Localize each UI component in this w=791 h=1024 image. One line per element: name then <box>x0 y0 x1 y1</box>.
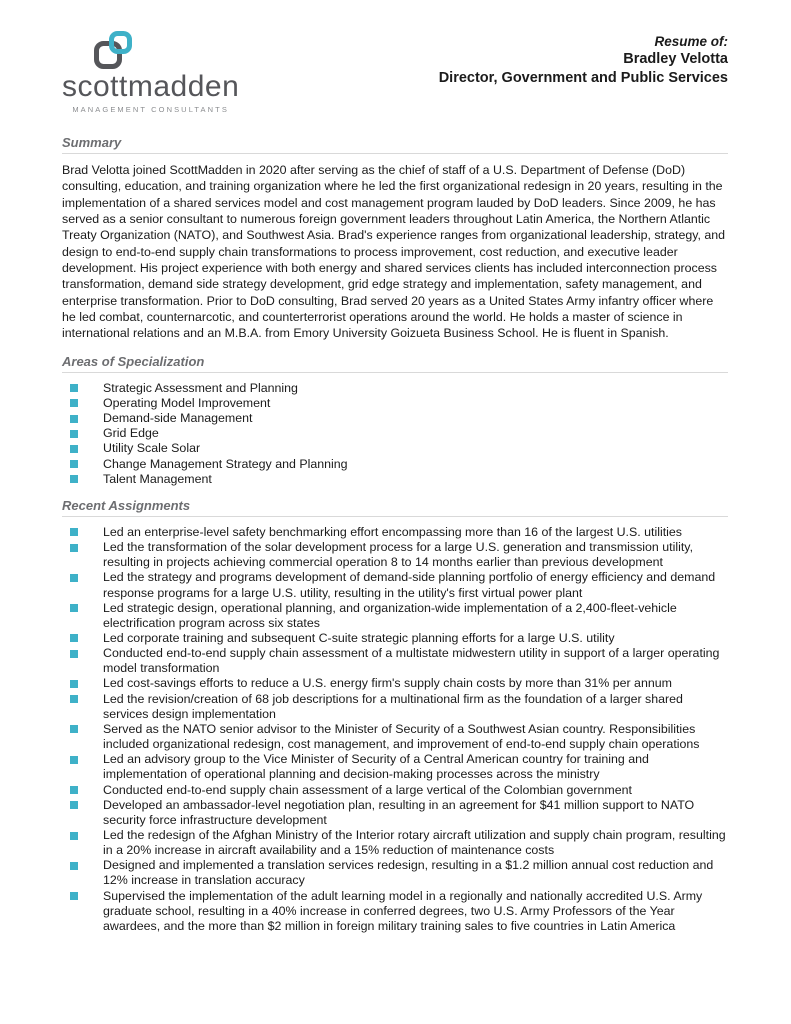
list-item <box>62 828 728 858</box>
list-item <box>62 472 728 487</box>
list-item-text: Grid Edge <box>103 426 159 441</box>
square-bullet-icon <box>70 725 78 733</box>
square-bullet-icon <box>70 604 78 612</box>
list-item <box>62 798 728 828</box>
person-name: Bradley Velotta <box>623 51 728 68</box>
square-bullet-icon <box>70 832 78 840</box>
list-item <box>62 676 728 691</box>
square-bullet-icon <box>70 528 78 536</box>
list-item <box>62 601 728 631</box>
list-item <box>62 646 728 676</box>
list-item-text: Led the transformation of the solar development process for a large U.S. generation and transmission utility, resulting in projects achieving commercial operation 8 to 14 months earlier than previous development <box>103 540 694 570</box>
square-bullet-icon <box>70 544 78 552</box>
list-item-text: Demand-side Management <box>103 411 253 426</box>
person-title: Director, Government and Public Services <box>438 69 728 86</box>
list-item <box>62 783 728 798</box>
list-item <box>62 396 728 411</box>
page-header <box>62 0 728 114</box>
square-bullet-icon <box>70 786 78 794</box>
square-bullet-icon <box>70 430 78 438</box>
square-bullet-icon <box>70 634 78 642</box>
logo-tagline: MANAGEMENT CONSULTANTS <box>72 105 229 114</box>
list-item-text: Led cost-savings efforts to reduce a U.S. energy firm's supply chain costs by more than 31% per annum <box>103 676 672 691</box>
list-item <box>62 631 728 646</box>
square-bullet-icon <box>70 680 78 688</box>
list-item-text: Strategic Assessment and Planning <box>103 380 298 395</box>
square-bullet-icon <box>70 574 78 582</box>
list-item-text: Led corporate training and subsequent C-suite strategic planning efforts for a large U.S. utility <box>103 630 615 645</box>
list-item <box>62 570 728 600</box>
specialization-list <box>62 381 728 487</box>
resume-of-label: Resume of: <box>654 34 728 49</box>
list-item <box>62 525 728 540</box>
square-bullet-icon <box>70 650 78 658</box>
list-item-text: Led the strategy and programs development of demand-side planning portfolio of energy efficiency and demand response programs for a large U.S. utility, resulting in the utility's first virtual power plant <box>103 570 716 600</box>
list-item <box>62 692 728 722</box>
square-bullet-icon <box>70 384 78 392</box>
square-bullet-icon <box>70 862 78 870</box>
resume-header-info <box>439 30 728 87</box>
square-bullet-icon <box>70 460 78 468</box>
list-item-text: Developed an ambassador-level negotiation plan, resulting in an agreement for $41 million support to NATO security force infrastructure development <box>103 797 695 827</box>
list-item-text: Led an advisory group to the Vice Minister of Security of a Central American country for training and implementation of operational planning and decision-making processes across the ministry <box>103 752 649 782</box>
list-item <box>62 889 728 934</box>
list-item-text: Served as the NATO senior advisor to the Minister of Security of a Southwest Asian country. Responsibilities included organizational redesign, cost management, and improvement of end-to-end supply chain operations <box>103 721 700 752</box>
summary-paragraph: Brad Velotta joined ScottMadden in 2020 after serving as the chief of staff of a U.S. Department of Defense (DoD) consulting, education, and training organization where he led the first organizational redesign in 20 years, resulting in the implementation of a shared services model and cost management program lauded by DoD leaders. Since 2009, he has served as a senior consultant to numerous foreign government leaders throughout Latin America, the Northern Atlantic Treaty Organization (NATO), and Southwest Asia. Brad's experience ranges from organizational leadership, strategy, and design to end-to-end supply chain transformations to process improvement, cost reduction, and executive leader development. His project experience with both energy and shared services clients has included interconnection process transformation, demand side strategy development, grid edge strategy and implementation, safety management, and enterprise transformation. Prior to DoD consulting, Brad served 20 years as a United States Army infantry officer where he led combat, counternarcotic, and counterterrorist operations around the world. He holds a master of science in international relations and an M.B.A. from Emory University Goizueta Business School. He is fluent in Spanish. <box>62 163 726 341</box>
square-bullet-icon <box>70 475 78 483</box>
summary-heading: Summary <box>62 135 728 154</box>
scottmadden-logo <box>62 30 239 114</box>
square-bullet-icon <box>70 801 78 809</box>
list-item-text: Designed and implemented a translation services redesign, resulting in a $1.2 million annual cost reduction and 12% increase in translation accuracy <box>103 858 714 888</box>
square-bullet-icon <box>70 695 78 703</box>
list-item <box>62 457 728 472</box>
list-item-text: Led the revision/creation of 68 job descriptions for a multinational firm as the foundation of a larger shared services design implementation <box>103 691 683 721</box>
page-content <box>62 0 728 934</box>
list-item <box>62 426 728 441</box>
list-item-text: Utility Scale Solar <box>103 441 201 456</box>
list-item <box>62 752 728 782</box>
square-bullet-icon <box>70 445 78 453</box>
list-item <box>62 381 728 396</box>
list-item-text: Supervised the implementation of the adult learning model in a regionally and nationally accredited U.S. Army graduate school, resulting in a 40% increase in conferred degrees, two U.S. Army Professors of the Year awardees, and the more than $2 million in foreign military training sales to five countries in Latin America <box>103 888 703 933</box>
assignments-heading: Recent Assignments <box>62 498 728 517</box>
list-item-text: Led strategic design, operational planning, and organization-wide implementation of a 2,400-fleet-vehicle electrification program across six states <box>103 600 677 630</box>
list-item-text: Conducted end-to-end supply chain assessment of a multistate midwestern utility in support of a larger operating model transformation <box>103 646 720 676</box>
list-item <box>62 411 728 426</box>
square-bullet-icon <box>70 892 78 900</box>
overlapping-squares-icon <box>92 30 133 71</box>
list-item <box>62 858 728 888</box>
square-bullet-icon <box>70 399 78 407</box>
square-bullet-icon <box>70 756 78 764</box>
square-bullet-icon <box>70 415 78 423</box>
list-item-text: Conducted end-to-end supply chain assessment of a large vertical of the Colombian government <box>103 782 632 797</box>
assignments-list <box>62 525 728 934</box>
list-item <box>62 722 728 752</box>
specialization-heading: Areas of Specialization <box>62 354 728 373</box>
list-item-text: Operating Model Improvement <box>103 395 271 410</box>
list-item-text: Change Management Strategy and Planning <box>103 456 348 471</box>
list-item-text: Talent Management <box>103 471 212 486</box>
list-item-text: Led the redesign of the Afghan Ministry of the Interior rotary aircraft utilization and supply chain program, resulting in a 20% increase in aircraft availability and a 15% reduction of maintenance costs <box>103 828 726 858</box>
list-item <box>62 540 728 570</box>
list-item-text: Led an enterprise-level safety benchmarking effort encompassing more than 16 of the largest U.S. utilities <box>103 524 683 539</box>
logo-wordmark: scottmadden <box>62 70 240 103</box>
list-item <box>62 441 728 456</box>
